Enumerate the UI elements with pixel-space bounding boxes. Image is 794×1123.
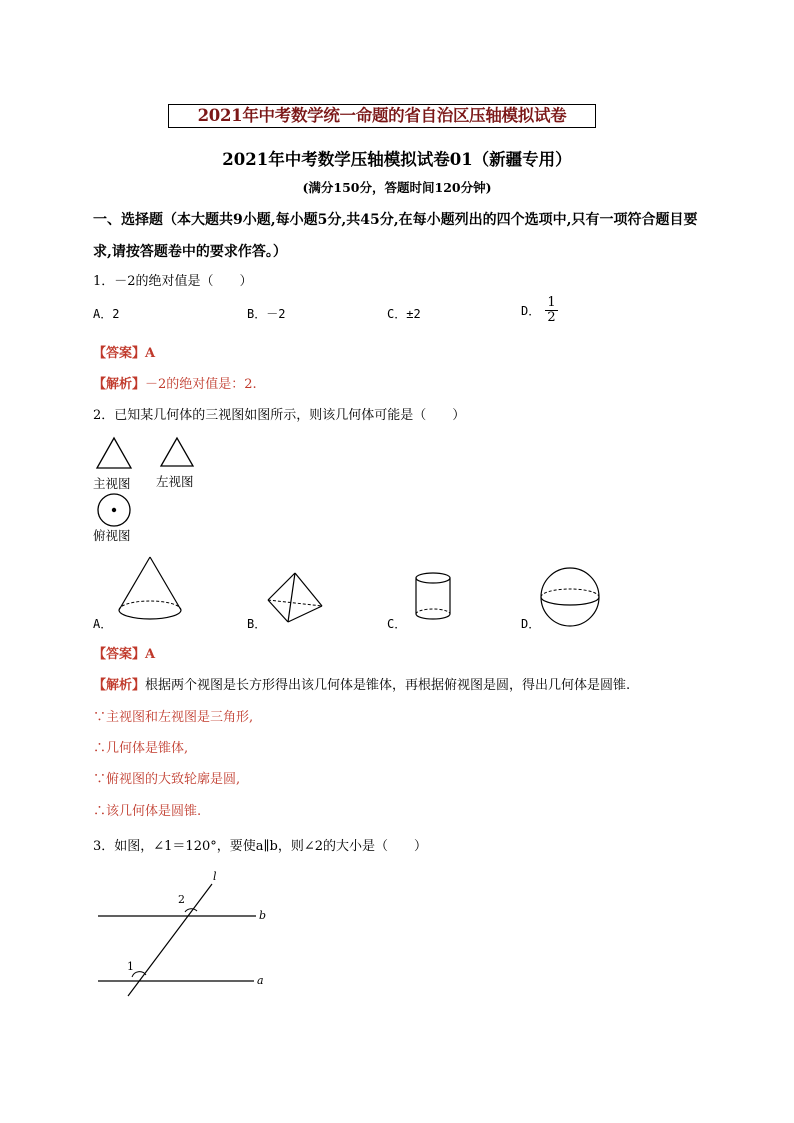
analysis-tag: 【解析】	[93, 678, 146, 693]
label-angle-2: 2	[178, 893, 185, 906]
answer-value: A	[145, 346, 156, 361]
q2-reasoning-line: ∵主视图和左视图是三角形,	[93, 710, 254, 725]
analysis-tag: 【解析】	[93, 377, 146, 392]
option-b-pyramid-icon	[268, 573, 322, 622]
left-view-triangle	[161, 438, 193, 466]
left-view-label: 左视图	[156, 474, 194, 489]
label-line-l: l	[213, 870, 217, 883]
q2-option-a: A．	[93, 617, 113, 631]
q1-option-c: C．±2	[387, 307, 421, 321]
section-heading: 一、选择题（本大题共9小题,每小题5分,共45分,在每小题列出的四个选项中,只有一项符合题目要求,请按答题卷中的要求作答。）	[93, 212, 698, 260]
answer-value: A	[145, 647, 156, 662]
fraction-denominator: 2	[547, 310, 556, 325]
exam-subtitle: (满分150分，答题时间120分钟)	[302, 180, 492, 195]
analysis-text: －2的绝对值是：2.	[145, 377, 257, 392]
transversal-l	[128, 884, 212, 996]
q2-answer	[93, 643, 155, 662]
top-view-center-dot	[112, 508, 116, 512]
q2-reasoning-line: ∴几何体是锥体,	[93, 741, 189, 756]
exam-title: 2021年中考数学压轴模拟试卷01（新疆专用）	[222, 150, 572, 169]
q3-parallel-lines-figure	[98, 884, 256, 996]
q2-option-b: B．	[247, 617, 267, 631]
label-line-b: b	[259, 909, 267, 922]
option-c-cylinder-icon	[416, 573, 450, 619]
q2-reasoning-line: ∵俯视图的大致轮廓是圆,	[93, 772, 241, 787]
label-angle-1: 1	[127, 960, 134, 973]
analysis-text: 根据两个视图是长方形得出该几何体是锥体，再根据俯视图是圆，得出几何体是圆锥.	[145, 678, 631, 693]
option-a-cone-icon	[119, 557, 181, 619]
q1-option-d-prefix: D．	[521, 304, 541, 318]
fraction-numerator: 1	[547, 295, 556, 310]
answer-tag: 【答案】	[93, 647, 146, 662]
q3-stem: 3．如图，∠1＝120°，要使a∥b，则∠2的大小是（ ）	[93, 839, 427, 854]
q2-stem: 2．已知某几何体的三视图如图所示，则该几何体可能是（ ）	[93, 408, 466, 423]
exam-banner: 2021年中考数学统一命题的省自治区压轴模拟试卷	[168, 104, 596, 128]
q2-option-c: C．	[387, 617, 407, 631]
q1-option-a: A．2	[93, 307, 120, 321]
top-view-label: 俯视图	[93, 528, 131, 543]
front-view-triangle	[97, 438, 131, 468]
answer-tag: 【答案】	[93, 346, 146, 361]
q1-option-b: B．－2	[247, 307, 286, 321]
front-view-label: 主视图	[93, 476, 131, 491]
q2-analysis	[93, 674, 630, 693]
q2-option-d: D．	[521, 617, 541, 631]
q2-reasoning-line: ∴该几何体是圆锥.	[93, 804, 202, 819]
label-line-a: a	[257, 974, 264, 987]
option-d-sphere-icon	[541, 568, 599, 626]
q1-stem: 1．－2的绝对值是（ ）	[93, 274, 253, 289]
